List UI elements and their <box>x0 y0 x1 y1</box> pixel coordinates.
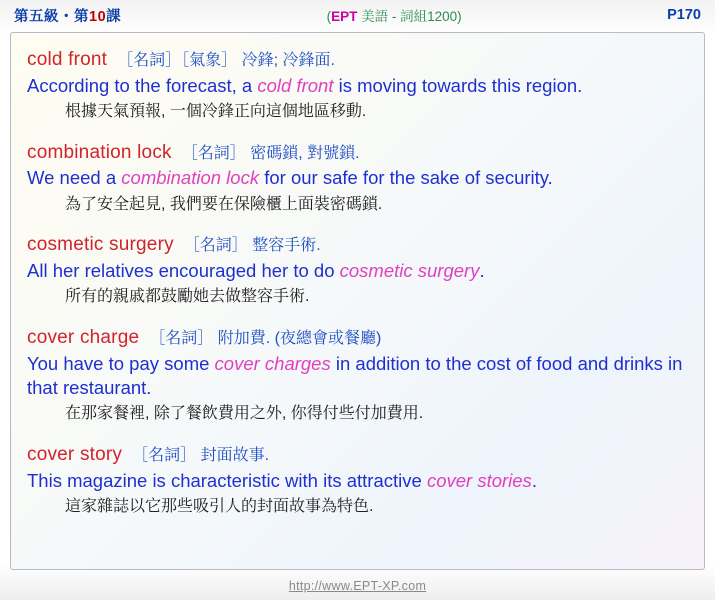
chinese-definition: 封面故事. <box>200 446 270 464</box>
headword: cover story <box>27 443 123 465</box>
sentence-translation: 在那家餐裡, 除了餐飲費用之外, 你得付些付加費用. <box>65 405 424 423</box>
headword-line <box>27 325 688 351</box>
headword: cover charge <box>27 326 140 348</box>
example-sentence <box>27 469 688 493</box>
headword-line <box>27 442 688 468</box>
page-header <box>0 0 715 30</box>
vocabulary-card <box>10 32 705 570</box>
chinese-definition: 整容手術. <box>252 237 321 255</box>
vocabulary-entry <box>27 325 688 425</box>
headword-line <box>27 232 688 258</box>
page-number: P170 <box>667 7 701 23</box>
chinese-definition: 附加費. (夜總會或餐廳) <box>217 329 382 347</box>
lesson-number: 10 <box>89 8 107 25</box>
headword: cold front <box>27 49 108 70</box>
lesson-suffix: 課 <box>106 8 122 25</box>
part-of-speech: ［名詞］［氣象］ <box>117 52 238 69</box>
sentence-highlight: combination lock <box>121 167 260 189</box>
part-of-speech: ［名詞］ <box>181 144 246 162</box>
vocabulary-entry <box>27 140 688 216</box>
chinese-definition: 冷鋒; 冷鋒面. <box>241 52 335 69</box>
sentence-pre: According to the forecast, a <box>27 74 258 96</box>
part-of-speech: ［名詞］ <box>132 446 197 464</box>
example-sentence <box>27 74 688 98</box>
title-rest: 美語 - 詞組1200) <box>357 9 462 24</box>
vocabulary-entry <box>27 232 688 308</box>
sentence-pre: All her relatives encouraged her to do <box>27 259 340 281</box>
example-sentence <box>27 166 688 190</box>
sentence-post: is moving towards this region. <box>333 74 583 96</box>
page-footer <box>0 572 715 600</box>
vocabulary-entry <box>27 47 688 123</box>
title-open-paren: ( <box>326 9 332 24</box>
sentence-pre: This magazine is characteristic with its attractive <box>27 469 427 491</box>
sentence-highlight: cold front <box>257 74 334 96</box>
lesson-label <box>14 5 121 26</box>
sentence-pre: You have to pay some <box>27 352 215 374</box>
headword: combination lock <box>27 141 172 163</box>
part-of-speech: ［名詞］ <box>183 237 248 255</box>
sentence-highlight: cover stories <box>426 469 532 491</box>
example-sentence <box>27 259 688 283</box>
sentence-post: in addition to the cost of food and drinks in that restaurant. <box>27 352 683 398</box>
chinese-definition: 密碼鎖, 對號鎖. <box>250 144 360 162</box>
sentence-pre: We need a <box>27 167 122 189</box>
headword-line <box>27 140 688 166</box>
book-title <box>327 5 462 25</box>
sentence-post: . <box>531 469 537 491</box>
sentence-post: for our safe for the sake of security. <box>259 167 553 189</box>
brand-name: EPT <box>331 9 358 24</box>
headword-line <box>27 47 688 73</box>
part-of-speech: ［名詞］ <box>149 329 214 347</box>
sentence-highlight: cosmetic surgery <box>339 259 480 281</box>
website-url[interactable]: http://www.EPT-XP.com <box>288 579 427 593</box>
sentence-translation: 這家雜誌以它那些吸引人的封面故事為特色. <box>65 498 374 516</box>
sentence-highlight: cover charges <box>214 352 331 374</box>
vocabulary-entry <box>27 442 688 518</box>
sentence-translation: 為了安全起見, 我們要在保險櫃上面裝密碼鎖. <box>65 195 383 213</box>
sentence-translation: 所有的親戚都鼓勵她去做整容手術. <box>65 288 310 306</box>
sentence-post: . <box>479 259 485 281</box>
headword: cosmetic surgery <box>27 234 174 256</box>
sentence-translation: 根據天氣預報, 一個冷鋒正向這個地區移動. <box>65 103 367 121</box>
lesson-prefix: 第五級・第 <box>14 8 89 25</box>
example-sentence <box>27 352 688 401</box>
